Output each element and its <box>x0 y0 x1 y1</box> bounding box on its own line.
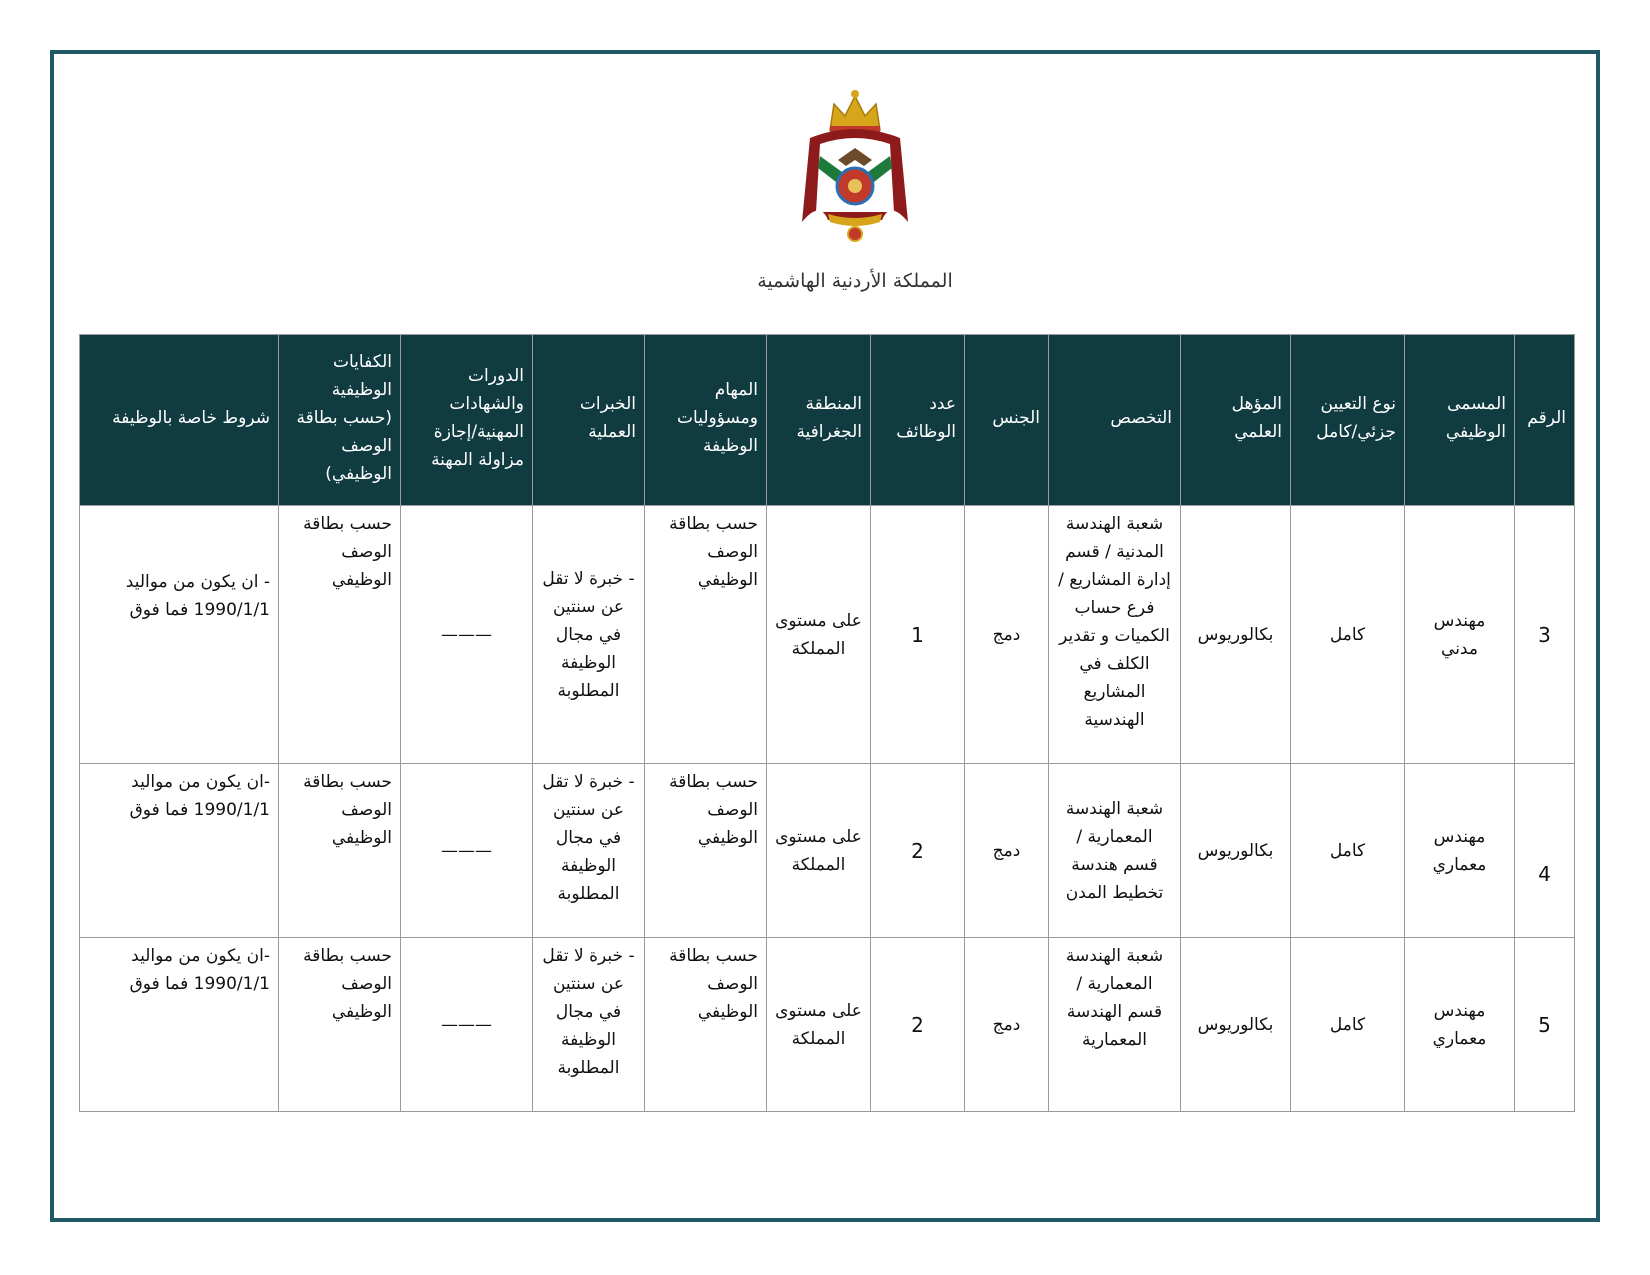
row-count: 2 <box>871 938 965 1112</box>
header-duties: المهام ومسؤوليات الوظيفة <box>645 335 767 506</box>
row-gender: دمج <box>965 506 1049 764</box>
row-gender: دمج <box>965 764 1049 938</box>
row-competencies: حسب بطاقة الوصف الوظيفي <box>279 506 401 764</box>
row-region: على مستوى المملكة <box>767 938 871 1112</box>
row-specialization: شعبة الهندسة المدنية / قسم إدارة المشاريع / فرع حساب الكميات و تقدير الكلف في المشاريع الهندسية <box>1049 506 1181 764</box>
row-experience: - خبرة لا تقل عن سنتين في مجال الوظيفة المطلوبة <box>533 938 645 1112</box>
row-duties: حسب بطاقة الوصف الوظيفي <box>645 506 767 764</box>
row-conditions: -ان يكون من مواليد 1990/1/1 فما فوق <box>80 938 279 1112</box>
row-count: 1 <box>871 506 965 764</box>
row-specialization: شعبة الهندسة المعمارية / قسم الهندسة المعمارية <box>1049 938 1181 1112</box>
row-courses: ——— <box>401 764 533 938</box>
row-experience: - خبرة لا تقل عن سنتين في مجال الوظيفة المطلوبة <box>533 506 645 764</box>
row-duties: حسب بطاقة الوصف الوظيفي <box>645 938 767 1112</box>
header-qualification: المؤهل العلمي <box>1181 335 1291 506</box>
table-row <box>80 764 1575 938</box>
row-conditions: -ان يكون من مواليد 1990/1/1 فما فوق <box>80 764 279 938</box>
header-experience: الخبرات العملية <box>533 335 645 506</box>
row-title: مهندس معماري <box>1405 764 1515 938</box>
row-number: 5 <box>1515 938 1575 1112</box>
row-gender: دمج <box>965 938 1049 1112</box>
row-appointment: كامل <box>1291 938 1405 1112</box>
header-row <box>80 335 1575 506</box>
row-number: 4 <box>1515 764 1575 938</box>
table-row <box>80 938 1575 1112</box>
row-region: على مستوى المملكة <box>767 506 871 764</box>
row-number: 3 <box>1515 506 1575 764</box>
row-qualification: بكالوريوس <box>1181 506 1291 764</box>
header-gender: الجنس <box>965 335 1049 506</box>
row-courses: ——— <box>401 938 533 1112</box>
header-conditions: شروط خاصة بالوظيفة <box>80 335 279 506</box>
emblem-caption: المملكة الأردنية الهاشمية <box>757 270 953 292</box>
row-qualification: بكالوريوس <box>1181 764 1291 938</box>
row-conditions: - ان يكون من مواليد 1990/1/1 فما فوق <box>80 506 279 764</box>
row-title: مهندس معماري <box>1405 938 1515 1112</box>
row-competencies: حسب بطاقة الوصف الوظيفي <box>279 764 401 938</box>
coat-of-arms-emblem <box>790 82 920 252</box>
row-appointment: كامل <box>1291 764 1405 938</box>
row-specialization: شعبة الهندسة المعمارية / قسم هندسة تخطيط المدن <box>1049 764 1181 938</box>
row-appointment: كامل <box>1291 506 1405 764</box>
jobs-table <box>79 334 1575 1112</box>
header-competencies: الكفايات الوظيفية (حسب بطاقة الوصف الوظيفي) <box>279 335 401 506</box>
row-count: 2 <box>871 764 965 938</box>
row-region: على مستوى المملكة <box>767 764 871 938</box>
row-qualification: بكالوريوس <box>1181 938 1291 1112</box>
header-appointment-type: نوع التعيين جزئي/كامل <box>1291 335 1405 506</box>
header-courses: الدورات والشهادات المهنية/إجازة مزاولة المهنة <box>401 335 533 506</box>
row-courses: ——— <box>401 506 533 764</box>
header-vacancy-count: عدد الوظائف <box>871 335 965 506</box>
row-competencies: حسب بطاقة الوصف الوظيفي <box>279 938 401 1112</box>
row-title: مهندس مدني <box>1405 506 1515 764</box>
header-specialization: التخصص <box>1049 335 1181 506</box>
row-experience: - خبرة لا تقل عن سنتين في مجال الوظيفة المطلوبة <box>533 764 645 938</box>
header-region: المنطقة الجغرافية <box>767 335 871 506</box>
header-number: الرقم <box>1515 335 1575 506</box>
header-job-title: المسمى الوظيفي <box>1405 335 1515 506</box>
row-duties: حسب بطاقة الوصف الوظيفي <box>645 764 767 938</box>
table-row <box>80 506 1575 764</box>
